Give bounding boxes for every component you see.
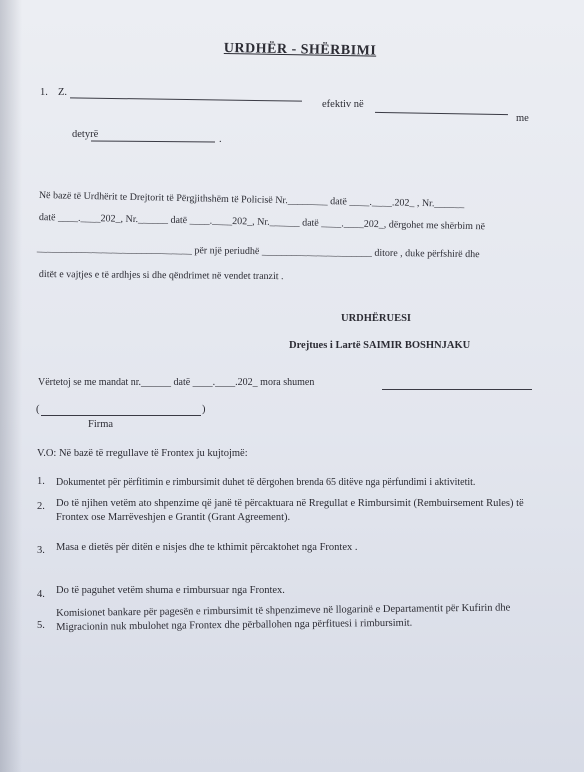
list-item-text: Dokumentet për përfitimin e rimbursimit duhet të dërgohen brenda 65 ditëve nga përfundimi i aktivitetit. <box>56 477 476 488</box>
paragraph-line-3: _______________________________ për një periudhë ______________________ ditore , duke përfshirë dhe <box>36 243 480 261</box>
paragraph-line-2: datë ____.____202_, Nr.______ datë ____.____202_, Nr.______ datë ____.____202_, dërgohet me shërbim në <box>38 212 486 233</box>
note-heading: V.O: Në bazë të rregullave të Frontex ju kujtojmë: <box>37 448 248 459</box>
firma-label: Firma <box>88 419 114 430</box>
signature-field-line[interactable] <box>41 415 201 416</box>
list-item-number: 5. <box>37 620 45 631</box>
list-item-number: 1. <box>37 476 45 487</box>
paren-open: ( <box>36 404 40 415</box>
detyre-dot: . <box>219 134 222 145</box>
list-item-number: 3. <box>37 545 45 556</box>
document-title: URDHËR - SHËRBIMI <box>223 41 377 59</box>
page-shadow <box>0 0 22 772</box>
signatory-name: Drejtues i Lartë SAIMIR BOSHNJAKU <box>289 340 471 351</box>
paragraph-line-4: ditët e vajtjes e të ardhjes si dhe qëndrimet në vendet tranzit . <box>38 269 284 283</box>
me-label: me <box>516 113 529 124</box>
list-item-number: 2. <box>37 501 45 512</box>
list-item-text: Komisionet bankare për pagesën e rimbursimit të shpenzimeve në llogarinë e Departamentit për Kufirin dhe Migracionin nuk mbulohet nga Frontex dhe përballohen nga përfituesi i rimbursimit. <box>56 602 511 633</box>
list-item-text: Masa e dietës për ditën e nisjes dhe te kthimit përcaktohet nga Frontex . <box>56 542 358 553</box>
list-item-number: 4. <box>37 589 45 600</box>
paren-close: ) <box>202 404 206 415</box>
amount-field-line[interactable] <box>382 389 532 390</box>
name-field-line[interactable] <box>70 97 302 101</box>
name-prefix: Z. <box>58 87 68 98</box>
item-number: 1. <box>40 87 48 98</box>
detyre-label: detyrë <box>72 129 99 140</box>
efektiv-field-line[interactable] <box>375 112 508 115</box>
confirmation-text: Vërtetoj se me mandat nr.______ datë ____.____.202_ mora shumen <box>38 377 315 388</box>
efektiv-label: efektiv në <box>322 99 364 110</box>
list-item-text: Do të njihen vetëm ato shpenzime që janë të përcaktuara në Rregullat e Rimbursimit (Rembuirsement Rules) të Frontex ose Marrëveshjen e Grantit (Grant Agreement). <box>56 498 524 523</box>
paragraph-line-1: Në bazë të Urdhërit te Drejtorit të Përgjithshëm të Policisë Nr.________ datë ____.____.202_ , Nr.______ <box>38 190 465 210</box>
signatory-heading: URDHËRUESI <box>341 313 412 324</box>
detyre-field-line[interactable] <box>91 140 215 142</box>
list-item-text: Do të paguhet vetëm shuma e rimbursuar nga Frontex. <box>56 585 285 596</box>
